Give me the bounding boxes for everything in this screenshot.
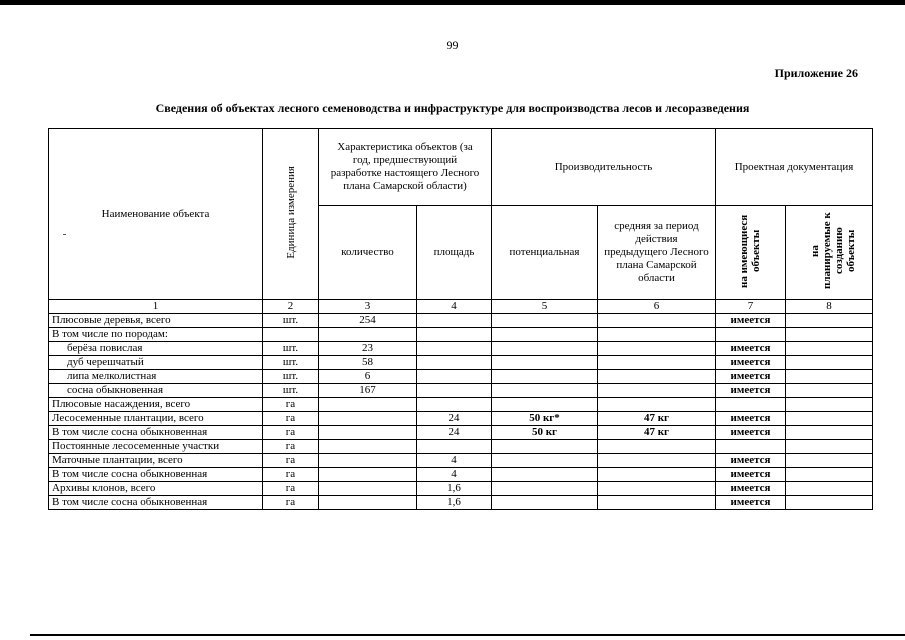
- row-potential: [492, 328, 598, 342]
- forest-seed-objects-table: [48, 128, 873, 510]
- row-average: [598, 328, 716, 342]
- table-row: [49, 314, 873, 328]
- column-number: 5: [492, 300, 598, 314]
- row-quantity: 254: [319, 314, 417, 328]
- row-area: 24: [417, 412, 492, 426]
- row-quantity: [319, 328, 417, 342]
- row-unit: шт.: [263, 370, 319, 384]
- column-number: 7: [716, 300, 786, 314]
- row-name: липа мелколистная: [49, 370, 263, 384]
- row-name: берёза повислая: [49, 342, 263, 356]
- column-number: 6: [598, 300, 716, 314]
- document-title: Сведения об объектах лесного семеноводства и инфраструктуре для воспроизводства лесов и лесоразведения: [155, 101, 750, 115]
- row-planned: [786, 454, 873, 468]
- table-row: [49, 370, 873, 384]
- row-average: 47 кг: [598, 426, 716, 440]
- header-existing: [716, 206, 786, 300]
- row-existing: имеется: [716, 496, 786, 510]
- row-average: [598, 468, 716, 482]
- header-quantity: количество: [319, 206, 417, 300]
- row-unit: га: [263, 426, 319, 440]
- row-average: [598, 482, 716, 496]
- header-name: Наименование объекта: [49, 129, 263, 300]
- row-area: [417, 328, 492, 342]
- row-average: [598, 496, 716, 510]
- row-name: сосна обыкновенная: [49, 384, 263, 398]
- row-existing: имеется: [716, 468, 786, 482]
- row-quantity: [319, 496, 417, 510]
- row-potential: [492, 370, 598, 384]
- bottom-border: [30, 634, 905, 636]
- row-average: [598, 342, 716, 356]
- header-average: средняя за период действия предыдущего Лесного плана Самарской области: [598, 206, 716, 300]
- row-area: [417, 356, 492, 370]
- table-row: [49, 342, 873, 356]
- row-planned: [786, 328, 873, 342]
- row-quantity: 167: [319, 384, 417, 398]
- row-quantity: [319, 454, 417, 468]
- row-unit: шт.: [263, 314, 319, 328]
- column-number: 3: [319, 300, 417, 314]
- row-quantity: [319, 482, 417, 496]
- row-unit: га: [263, 482, 319, 496]
- row-area: 1,6: [417, 496, 492, 510]
- row-average: [598, 370, 716, 384]
- table-row: [49, 398, 873, 412]
- row-planned: [786, 342, 873, 356]
- row-existing: имеется: [716, 342, 786, 356]
- row-unit: га: [263, 412, 319, 426]
- row-name: Лесосеменные плантации, всего: [49, 412, 263, 426]
- table-row: [49, 468, 873, 482]
- row-existing: имеется: [716, 482, 786, 496]
- row-average: [598, 440, 716, 454]
- row-planned: [786, 384, 873, 398]
- column-number: 1: [49, 300, 263, 314]
- row-existing: [716, 398, 786, 412]
- row-potential: [492, 454, 598, 468]
- row-unit: шт.: [263, 356, 319, 370]
- row-unit: га: [263, 398, 319, 412]
- column-number: 4: [417, 300, 492, 314]
- row-potential: [492, 356, 598, 370]
- row-potential: [492, 384, 598, 398]
- row-average: 47 кг: [598, 412, 716, 426]
- row-existing: имеется: [716, 454, 786, 468]
- row-planned: [786, 314, 873, 328]
- header-existing-label: на имеющиеся объекты: [737, 213, 762, 288]
- table-row: [49, 440, 873, 454]
- row-average: [598, 384, 716, 398]
- column-number: 8: [786, 300, 873, 314]
- row-name: В том числе сосна обыкновенная: [49, 496, 263, 510]
- column-number-row: [49, 300, 873, 314]
- row-potential: [492, 496, 598, 510]
- row-existing: имеется: [716, 356, 786, 370]
- row-planned: [786, 496, 873, 510]
- row-area: 1,6: [417, 482, 492, 496]
- row-name: В том числе по породам:: [49, 328, 263, 342]
- row-existing: имеется: [716, 384, 786, 398]
- row-potential: [492, 314, 598, 328]
- row-unit: га: [263, 468, 319, 482]
- row-average: [598, 398, 716, 412]
- row-unit: га: [263, 440, 319, 454]
- row-potential: [492, 342, 598, 356]
- row-potential: [492, 468, 598, 482]
- row-planned: [786, 398, 873, 412]
- row-planned: [786, 440, 873, 454]
- row-quantity: 58: [319, 356, 417, 370]
- row-unit: га: [263, 496, 319, 510]
- row-quantity: 23: [319, 342, 417, 356]
- table-row: [49, 412, 873, 426]
- row-quantity: 6: [319, 370, 417, 384]
- row-potential: 50 кг: [492, 426, 598, 440]
- row-average: [598, 314, 716, 328]
- row-planned: [786, 426, 873, 440]
- row-area: 4: [417, 468, 492, 482]
- table-row: [49, 482, 873, 496]
- row-area: [417, 440, 492, 454]
- row-area: 24: [417, 426, 492, 440]
- row-name: Архивы клонов, всего: [49, 482, 263, 496]
- row-planned: [786, 370, 873, 384]
- header-characteristic: Характеристика объектов (за год, предшествующий разработке настоящего Лесного плана Самарской области): [319, 129, 492, 206]
- row-unit: га: [263, 454, 319, 468]
- row-planned: [786, 412, 873, 426]
- row-name: Маточные плантации, всего: [49, 454, 263, 468]
- row-name: Плюсовые деревья, всего: [49, 314, 263, 328]
- row-area: [417, 342, 492, 356]
- row-area: [417, 314, 492, 328]
- header-project-docs: Проектная документация: [716, 129, 873, 206]
- table-row: [49, 496, 873, 510]
- header-planned-label: на планируемые к созданию объекты: [809, 212, 857, 289]
- row-unit: [263, 328, 319, 342]
- row-existing: имеется: [716, 370, 786, 384]
- row-area: 4: [417, 454, 492, 468]
- row-potential: [492, 440, 598, 454]
- row-average: [598, 454, 716, 468]
- header-planned: [786, 206, 873, 300]
- row-name: В том числе сосна обыкновенная: [49, 426, 263, 440]
- row-unit: шт.: [263, 384, 319, 398]
- appendix-label: Приложение 26: [774, 66, 858, 80]
- row-quantity: [319, 440, 417, 454]
- row-planned: [786, 468, 873, 482]
- row-name: Плюсовые насаждения, всего: [49, 398, 263, 412]
- row-existing: имеется: [716, 314, 786, 328]
- column-number: 2: [263, 300, 319, 314]
- row-quantity: [319, 468, 417, 482]
- row-name: дуб черешчатый: [49, 356, 263, 370]
- header-unit: [263, 129, 319, 300]
- row-name: Постоянные лесосеменные участки: [49, 440, 263, 454]
- row-planned: [786, 356, 873, 370]
- row-area: [417, 370, 492, 384]
- row-area: [417, 398, 492, 412]
- row-potential: [492, 482, 598, 496]
- header-unit-label: Единица измерения: [284, 165, 297, 259]
- header-area: площадь: [417, 206, 492, 300]
- table-row: [49, 384, 873, 398]
- row-existing: имеется: [716, 412, 786, 426]
- row-unit: шт.: [263, 342, 319, 356]
- page-number: 99: [446, 38, 459, 52]
- header-potential: потенциальная: [492, 206, 598, 300]
- table-row: [49, 426, 873, 440]
- row-existing: имеется: [716, 426, 786, 440]
- row-potential: [492, 398, 598, 412]
- scan-mark: [63, 234, 66, 235]
- table-row: [49, 454, 873, 468]
- header-performance: Производительность: [492, 129, 716, 206]
- row-name: В том числе сосна обыкновенная: [49, 468, 263, 482]
- row-quantity: [319, 398, 417, 412]
- row-existing: [716, 328, 786, 342]
- row-planned: [786, 482, 873, 496]
- row-quantity: [319, 426, 417, 440]
- top-border: [0, 0, 905, 5]
- row-area: [417, 384, 492, 398]
- table-row: [49, 328, 873, 342]
- row-average: [598, 356, 716, 370]
- row-existing: [716, 440, 786, 454]
- row-potential: 50 кг*: [492, 412, 598, 426]
- row-quantity: [319, 412, 417, 426]
- table-row: [49, 356, 873, 370]
